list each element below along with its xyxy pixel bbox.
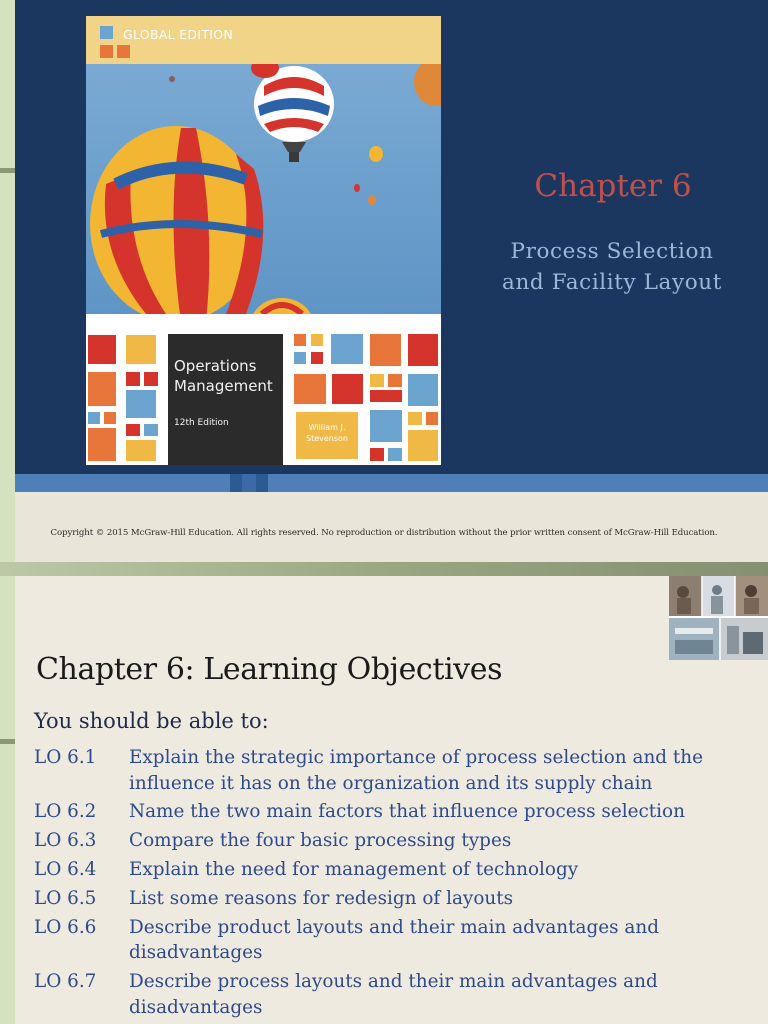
objective-code: LO 6.7: [34, 971, 97, 993]
copyright-notice: Copyright © 2015 McGraw-Hill Education. All rights reserved. No reproduction or distribution without the prior written consent of McGraw-Hill Education.: [50, 528, 718, 538]
edition-band: [86, 16, 441, 64]
objective-item: [34, 915, 754, 966]
objective-item: [34, 828, 754, 854]
author-box: [296, 412, 358, 459]
hot-air-balloons-illustration: [86, 64, 441, 328]
objective-code: LO 6.3: [34, 830, 97, 852]
objective-text: Explain the need for management of technology: [129, 859, 579, 881]
subtitle-line-2: and Facility Layout: [502, 270, 722, 295]
objective-item: [34, 745, 754, 796]
large-balloon-icon: [90, 126, 263, 322]
objective-text: Name the two main factors that influence process selection: [129, 801, 685, 823]
objectives-slide: [0, 576, 768, 1024]
objective-text: Compare the four basic processing types: [129, 830, 512, 852]
chapter-subtitle: [492, 236, 732, 298]
edition-label: GLOBAL EDITION: [123, 27, 234, 42]
objective-text: Describe product layouts and their main advantages and disadvantages: [129, 916, 660, 964]
slide-divider: [0, 562, 768, 576]
objective-code: LO 6.5: [34, 888, 97, 910]
blue-accent-bar: [15, 474, 768, 492]
objective-item: [34, 799, 754, 825]
objectives-title: Chapter 6: Learning Objectives: [36, 652, 503, 687]
book-cover-image: [86, 16, 441, 465]
objective-text: Describe process layouts and their main advantages and disadvantages: [129, 971, 658, 1018]
objective-code: LO 6.6: [34, 916, 97, 938]
book-title: Operations Management: [174, 357, 273, 395]
objective-item: [34, 857, 754, 883]
footer-panel: [15, 492, 768, 562]
slide-accent-strip: [0, 0, 15, 562]
objective-text: Explain the strategic importance of process selection and the influence it has on the organization and its supply chain: [129, 747, 704, 794]
objective-text: List some reasons for redesign of layouts: [129, 888, 514, 910]
objective-code: LO 6.1: [34, 747, 97, 768]
book-author: William J. Stevenson: [306, 423, 348, 443]
objective-code: LO 6.2: [34, 801, 97, 823]
objectives-list: [34, 745, 754, 1024]
slide-accent-strip: [0, 576, 15, 1024]
objective-code: LO 6.4: [34, 859, 97, 881]
objective-item: [34, 886, 754, 912]
subtitle-line-1: Process Selection: [510, 239, 714, 264]
objectives-subtitle: You should be able to:: [34, 709, 269, 733]
objective-item: [34, 969, 754, 1020]
operations-photo-collage: [669, 576, 768, 660]
book-title-box: [168, 334, 283, 465]
chapter-heading: Chapter 6: [534, 168, 692, 204]
book-edition: 12th Edition: [174, 418, 229, 428]
